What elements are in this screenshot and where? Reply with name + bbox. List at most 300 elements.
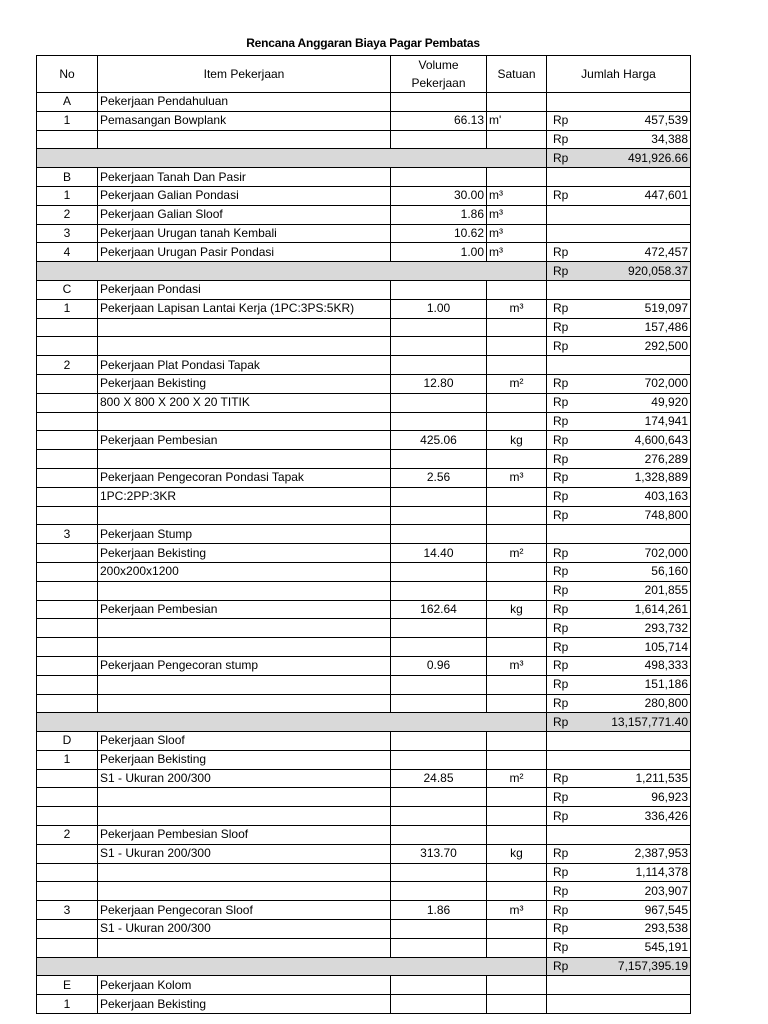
cell-no xyxy=(37,807,98,826)
cell-volume xyxy=(391,976,487,995)
cell-currency: Rp xyxy=(547,600,589,619)
cell-item: S1 - Ukuran 200/300 xyxy=(98,844,391,863)
cell-amount xyxy=(589,224,691,243)
cell-amount: 702,000 xyxy=(589,544,691,563)
cell-currency: Rp xyxy=(547,920,589,939)
cell-volume: 313.70 xyxy=(391,844,487,863)
cell-no: D xyxy=(37,732,98,751)
cell-volume xyxy=(391,995,487,1014)
cell-currency: Rp xyxy=(547,581,589,600)
cell-amount xyxy=(589,205,691,224)
cell-currency: Rp xyxy=(547,468,589,487)
cell-item xyxy=(98,788,391,807)
cell-item xyxy=(98,694,391,713)
cell-amount: 336,426 xyxy=(589,807,691,826)
cell-satuan xyxy=(487,168,547,187)
cell-item xyxy=(98,130,391,149)
cell-item: S1 - Ukuran 200/300 xyxy=(98,920,391,939)
cell-no: 3 xyxy=(37,224,98,243)
cell-no: 1 xyxy=(37,111,98,130)
cell-no xyxy=(37,788,98,807)
table-row xyxy=(37,581,691,600)
cell-currency: Rp xyxy=(547,619,589,638)
header-no: No xyxy=(37,56,98,93)
cell-no: 1 xyxy=(37,186,98,205)
table-row xyxy=(37,807,691,826)
table-row xyxy=(37,243,691,262)
cell-satuan xyxy=(487,920,547,939)
cell-no xyxy=(37,374,98,393)
cell-no xyxy=(37,318,98,337)
cell-currency: Rp xyxy=(547,337,589,356)
cell-currency: Rp xyxy=(547,863,589,882)
cell-satuan xyxy=(487,412,547,431)
cell-satuan xyxy=(487,750,547,769)
cell-volume xyxy=(391,826,487,845)
table-row xyxy=(37,111,691,130)
cell-no: 4 xyxy=(37,243,98,262)
cell-amount: 545,191 xyxy=(589,938,691,957)
cell-satuan: m³ xyxy=(487,224,547,243)
cell-item: Pekerjaan Bekisting xyxy=(98,750,391,769)
cell-currency: Rp xyxy=(547,374,589,393)
cell-no: 3 xyxy=(37,525,98,544)
cell-item: Pekerjaan Pembesian Sloof xyxy=(98,826,391,845)
cell-no xyxy=(37,487,98,506)
cell-currency: Rp xyxy=(547,882,589,901)
cell-no: 3 xyxy=(37,901,98,920)
table-row xyxy=(37,769,691,788)
cell-satuan xyxy=(487,694,547,713)
cell-satuan: m² xyxy=(487,769,547,788)
cell-amount xyxy=(589,750,691,769)
cell-volume xyxy=(391,525,487,544)
cell-item: Pekerjaan Pengecoran stump xyxy=(98,656,391,675)
table-row xyxy=(37,863,691,882)
cell-amount: 203,907 xyxy=(589,882,691,901)
table-row xyxy=(37,938,691,957)
cell-currency: Rp xyxy=(547,656,589,675)
cell-amount: 472,457 xyxy=(589,243,691,262)
cell-item xyxy=(98,412,391,431)
table-row xyxy=(37,976,691,995)
subtotal-row xyxy=(37,713,691,732)
cell-amount xyxy=(589,280,691,299)
cell-amount xyxy=(589,732,691,751)
cell-currency: Rp xyxy=(547,788,589,807)
cell-currency: Rp xyxy=(547,807,589,826)
cell-amount: 447,601 xyxy=(589,186,691,205)
cell-currency: Rp xyxy=(547,769,589,788)
cell-no xyxy=(37,769,98,788)
cell-currency xyxy=(547,93,589,112)
table-row xyxy=(37,506,691,525)
cell-volume: 1.86 xyxy=(391,205,487,224)
cell-amount xyxy=(589,826,691,845)
table-row xyxy=(37,393,691,412)
cell-satuan xyxy=(487,506,547,525)
table-row xyxy=(37,920,691,939)
cell-satuan xyxy=(487,863,547,882)
cell-amount: 201,855 xyxy=(589,581,691,600)
table-row xyxy=(37,130,691,149)
cell-volume xyxy=(391,619,487,638)
table-row xyxy=(37,374,691,393)
cell-volume xyxy=(391,93,487,112)
cell-currency xyxy=(547,205,589,224)
table-row xyxy=(37,732,691,751)
cell-currency xyxy=(547,168,589,187)
cell-item xyxy=(98,638,391,657)
cell-amount xyxy=(589,356,691,375)
cell-currency xyxy=(547,976,589,995)
cell-amount xyxy=(589,168,691,187)
cell-item: Pekerjaan Bekisting xyxy=(98,374,391,393)
cell-amount: 7,157,395.19 xyxy=(589,957,691,976)
cell-item: Pekerjaan Stump xyxy=(98,525,391,544)
cell-satuan: m³ xyxy=(487,186,547,205)
table-row xyxy=(37,450,691,469)
cell-volume: 425.06 xyxy=(391,431,487,450)
cell-no xyxy=(37,130,98,149)
cell-volume xyxy=(391,130,487,149)
cell-no: C xyxy=(37,280,98,299)
header-item: Item Pekerjaan xyxy=(98,56,391,93)
cell-no xyxy=(37,412,98,431)
cell-no xyxy=(37,450,98,469)
cell-amount: 174,941 xyxy=(589,412,691,431)
table-row xyxy=(37,280,691,299)
cell-item: Pekerjaan Urugan Pasir Pondasi xyxy=(98,243,391,262)
cell-no: B xyxy=(37,168,98,187)
cell-item: Pekerjaan Tanah Dan Pasir xyxy=(98,168,391,187)
cell-volume xyxy=(391,938,487,957)
cell-item: Pekerjaan Lapisan Lantai Kerja (1PC:3PS:5KR) xyxy=(98,299,391,318)
cell-item xyxy=(98,675,391,694)
cell-no: 2 xyxy=(37,826,98,845)
cell-amount: 280,800 xyxy=(589,694,691,713)
table-row xyxy=(37,93,691,112)
cell-amount xyxy=(589,525,691,544)
cell-currency xyxy=(547,356,589,375)
table-row xyxy=(37,337,691,356)
cell-no xyxy=(37,337,98,356)
cell-volume xyxy=(391,675,487,694)
subtotal-row xyxy=(37,957,691,976)
cell-volume xyxy=(391,788,487,807)
cell-amount: 519,097 xyxy=(589,299,691,318)
cell-currency: Rp xyxy=(547,638,589,657)
table-row xyxy=(37,224,691,243)
cell-no: 1 xyxy=(37,299,98,318)
cell-item: Pekerjaan Urugan tanah Kembali xyxy=(98,224,391,243)
cell-item: Pekerjaan Bekisting xyxy=(98,544,391,563)
cell-no xyxy=(37,920,98,939)
cell-volume xyxy=(391,694,487,713)
table-row xyxy=(37,826,691,845)
cell-volume xyxy=(391,506,487,525)
cell-volume xyxy=(391,750,487,769)
cell-volume xyxy=(391,882,487,901)
cell-satuan xyxy=(487,318,547,337)
cell-item: 200x200x1200 xyxy=(98,562,391,581)
header-row xyxy=(37,56,691,93)
cell-currency xyxy=(547,995,589,1014)
subtotal-label-cell xyxy=(37,262,547,281)
cell-amount: 13,157,771.40 xyxy=(589,713,691,732)
cell-volume: 1.86 xyxy=(391,901,487,920)
cell-satuan: m³ xyxy=(487,299,547,318)
cell-satuan: m³ xyxy=(487,901,547,920)
cell-currency: Rp xyxy=(547,901,589,920)
cell-volume xyxy=(391,318,487,337)
cell-currency: Rp xyxy=(547,149,589,168)
cell-item: Pekerjaan Bekisting xyxy=(98,995,391,1014)
cell-item xyxy=(98,337,391,356)
table-body xyxy=(37,93,691,1014)
table-row xyxy=(37,356,691,375)
table-row xyxy=(37,694,691,713)
cell-satuan xyxy=(487,938,547,957)
cell-satuan: m' xyxy=(487,111,547,130)
cell-item: Pekerjaan Kolom xyxy=(98,976,391,995)
cell-satuan xyxy=(487,337,547,356)
cell-volume xyxy=(391,581,487,600)
cell-item: Pekerjaan Pendahuluan xyxy=(98,93,391,112)
cell-item: Pekerjaan Pembesian xyxy=(98,600,391,619)
cell-volume: 2.56 xyxy=(391,468,487,487)
cell-item: Pekerjaan Pembesian xyxy=(98,431,391,450)
cell-satuan xyxy=(487,995,547,1014)
cell-item: S1 - Ukuran 200/300 xyxy=(98,769,391,788)
cell-amount: 403,163 xyxy=(589,487,691,506)
subtotal-row xyxy=(37,262,691,281)
cell-satuan xyxy=(487,826,547,845)
cell-satuan: m³ xyxy=(487,243,547,262)
header-satuan: Satuan xyxy=(487,56,547,93)
cell-satuan xyxy=(487,976,547,995)
cell-amount: 276,289 xyxy=(589,450,691,469)
cell-amount: 105,714 xyxy=(589,638,691,657)
cell-item xyxy=(98,318,391,337)
cell-item xyxy=(98,581,391,600)
cell-satuan: m² xyxy=(487,544,547,563)
cell-item: Pekerjaan Pengecoran Pondasi Tapak xyxy=(98,468,391,487)
cell-satuan xyxy=(487,638,547,657)
cell-no xyxy=(37,431,98,450)
cell-item xyxy=(98,619,391,638)
cell-currency xyxy=(547,732,589,751)
cell-amount: 1,328,889 xyxy=(589,468,691,487)
cell-amount: 157,486 xyxy=(589,318,691,337)
cell-satuan xyxy=(487,562,547,581)
cell-volume: 24.85 xyxy=(391,769,487,788)
cell-satuan xyxy=(487,130,547,149)
cell-volume: 1.00 xyxy=(391,299,487,318)
cell-currency: Rp xyxy=(547,111,589,130)
cell-currency: Rp xyxy=(547,318,589,337)
cell-currency: Rp xyxy=(547,450,589,469)
header-jumlah-harga: Jumlah Harga xyxy=(547,56,691,93)
cell-no xyxy=(37,675,98,694)
cell-no xyxy=(37,638,98,657)
cell-volume xyxy=(391,638,487,657)
cell-volume xyxy=(391,450,487,469)
cell-item: 1PC:2PP:3KR xyxy=(98,487,391,506)
table-row xyxy=(37,901,691,920)
table-row xyxy=(37,656,691,675)
cell-currency xyxy=(547,525,589,544)
cell-currency: Rp xyxy=(547,431,589,450)
cell-amount: 457,539 xyxy=(589,111,691,130)
cell-item: Pemasangan Bowplank xyxy=(98,111,391,130)
table-row xyxy=(37,318,691,337)
cell-satuan xyxy=(487,393,547,412)
cell-no: 2 xyxy=(37,356,98,375)
table-row xyxy=(37,431,691,450)
cell-volume: 14.40 xyxy=(391,544,487,563)
cell-amount: 2,387,953 xyxy=(589,844,691,863)
cell-amount: 293,732 xyxy=(589,619,691,638)
cell-item: Pekerjaan Galian Sloof xyxy=(98,205,391,224)
cell-amount: 151,186 xyxy=(589,675,691,694)
table-row xyxy=(37,675,691,694)
cell-satuan: m³ xyxy=(487,468,547,487)
cell-amount: 49,920 xyxy=(589,393,691,412)
table-row xyxy=(37,750,691,769)
cell-amount: 498,333 xyxy=(589,656,691,675)
cell-item xyxy=(98,450,391,469)
cell-amount: 34,388 xyxy=(589,130,691,149)
cell-volume xyxy=(391,732,487,751)
cell-volume xyxy=(391,168,487,187)
table-row xyxy=(37,299,691,318)
cell-currency: Rp xyxy=(547,713,589,732)
cell-satuan xyxy=(487,93,547,112)
cell-item: Pekerjaan Plat Pondasi Tapak xyxy=(98,356,391,375)
cell-volume xyxy=(391,920,487,939)
cell-currency: Rp xyxy=(547,243,589,262)
subtotal-label-cell xyxy=(37,149,547,168)
table-row xyxy=(37,638,691,657)
cell-amount: 293,538 xyxy=(589,920,691,939)
cell-currency xyxy=(547,224,589,243)
cell-no xyxy=(37,581,98,600)
cell-amount: 1,114,378 xyxy=(589,863,691,882)
cell-item: Pekerjaan Pondasi xyxy=(98,280,391,299)
cell-volume xyxy=(391,487,487,506)
cell-satuan xyxy=(487,882,547,901)
subtotal-row xyxy=(37,149,691,168)
cell-currency: Rp xyxy=(547,299,589,318)
cell-amount: 748,800 xyxy=(589,506,691,525)
document-title: Rencana Anggaran Biaya Pagar Pembatas xyxy=(246,36,480,50)
cell-satuan xyxy=(487,356,547,375)
cell-currency: Rp xyxy=(547,562,589,581)
cell-satuan: kg xyxy=(487,600,547,619)
cell-item xyxy=(98,882,391,901)
cell-volume xyxy=(391,337,487,356)
cell-currency: Rp xyxy=(547,412,589,431)
cell-satuan xyxy=(487,450,547,469)
cell-no xyxy=(37,863,98,882)
subtotal-label-cell xyxy=(37,713,547,732)
cell-satuan: m³ xyxy=(487,656,547,675)
cell-currency: Rp xyxy=(547,938,589,957)
table-row xyxy=(37,619,691,638)
cell-volume: 1.00 xyxy=(391,243,487,262)
cell-volume xyxy=(391,280,487,299)
cell-amount: 4,600,643 xyxy=(589,431,691,450)
cell-no: 2 xyxy=(37,205,98,224)
cell-satuan xyxy=(487,675,547,694)
cell-no: 1 xyxy=(37,995,98,1014)
cell-no: A xyxy=(37,93,98,112)
header-volume-line1: Volume xyxy=(418,58,459,72)
table-row xyxy=(37,562,691,581)
table-row xyxy=(37,788,691,807)
cell-amount xyxy=(589,93,691,112)
cell-satuan xyxy=(487,732,547,751)
table-row xyxy=(37,882,691,901)
subtotal-label-cell xyxy=(37,957,547,976)
cell-amount: 292,500 xyxy=(589,337,691,356)
cell-volume: 162.64 xyxy=(391,600,487,619)
cell-amount: 967,545 xyxy=(589,901,691,920)
cell-item: Pekerjaan Pengecoran Sloof xyxy=(98,901,391,920)
table-row xyxy=(37,525,691,544)
cell-volume xyxy=(391,807,487,826)
cell-amount xyxy=(589,995,691,1014)
cell-volume xyxy=(391,356,487,375)
cell-volume xyxy=(391,412,487,431)
cell-volume: 10.62 xyxy=(391,224,487,243)
cell-currency: Rp xyxy=(547,675,589,694)
cell-satuan xyxy=(487,525,547,544)
cell-item xyxy=(98,863,391,882)
cell-satuan xyxy=(487,807,547,826)
cell-currency: Rp xyxy=(547,186,589,205)
cell-currency: Rp xyxy=(547,262,589,281)
cell-satuan xyxy=(487,788,547,807)
cell-volume: 66.13 xyxy=(391,111,487,130)
cell-no xyxy=(37,844,98,863)
cell-satuan xyxy=(487,581,547,600)
cell-satuan: kg xyxy=(487,844,547,863)
header-volume-line2: Pekerjaan xyxy=(411,76,466,90)
cell-volume: 0.96 xyxy=(391,656,487,675)
table-row xyxy=(37,186,691,205)
cell-no xyxy=(37,694,98,713)
cell-amount: 1,614,261 xyxy=(589,600,691,619)
cell-no: 1 xyxy=(37,750,98,769)
cell-amount: 491,926.66 xyxy=(589,149,691,168)
cell-currency: Rp xyxy=(547,506,589,525)
cell-satuan: m³ xyxy=(487,205,547,224)
cell-no xyxy=(37,393,98,412)
cell-item xyxy=(98,506,391,525)
cell-no xyxy=(37,544,98,563)
cell-satuan xyxy=(487,619,547,638)
cell-amount: 56,160 xyxy=(589,562,691,581)
cell-currency: Rp xyxy=(547,957,589,976)
table-row xyxy=(37,468,691,487)
cell-satuan xyxy=(487,280,547,299)
cell-item: Pekerjaan Galian Pondasi xyxy=(98,186,391,205)
cell-item: 800 X 800 X 200 X 20 TITIK xyxy=(98,393,391,412)
cell-currency: Rp xyxy=(547,393,589,412)
table-row xyxy=(37,844,691,863)
